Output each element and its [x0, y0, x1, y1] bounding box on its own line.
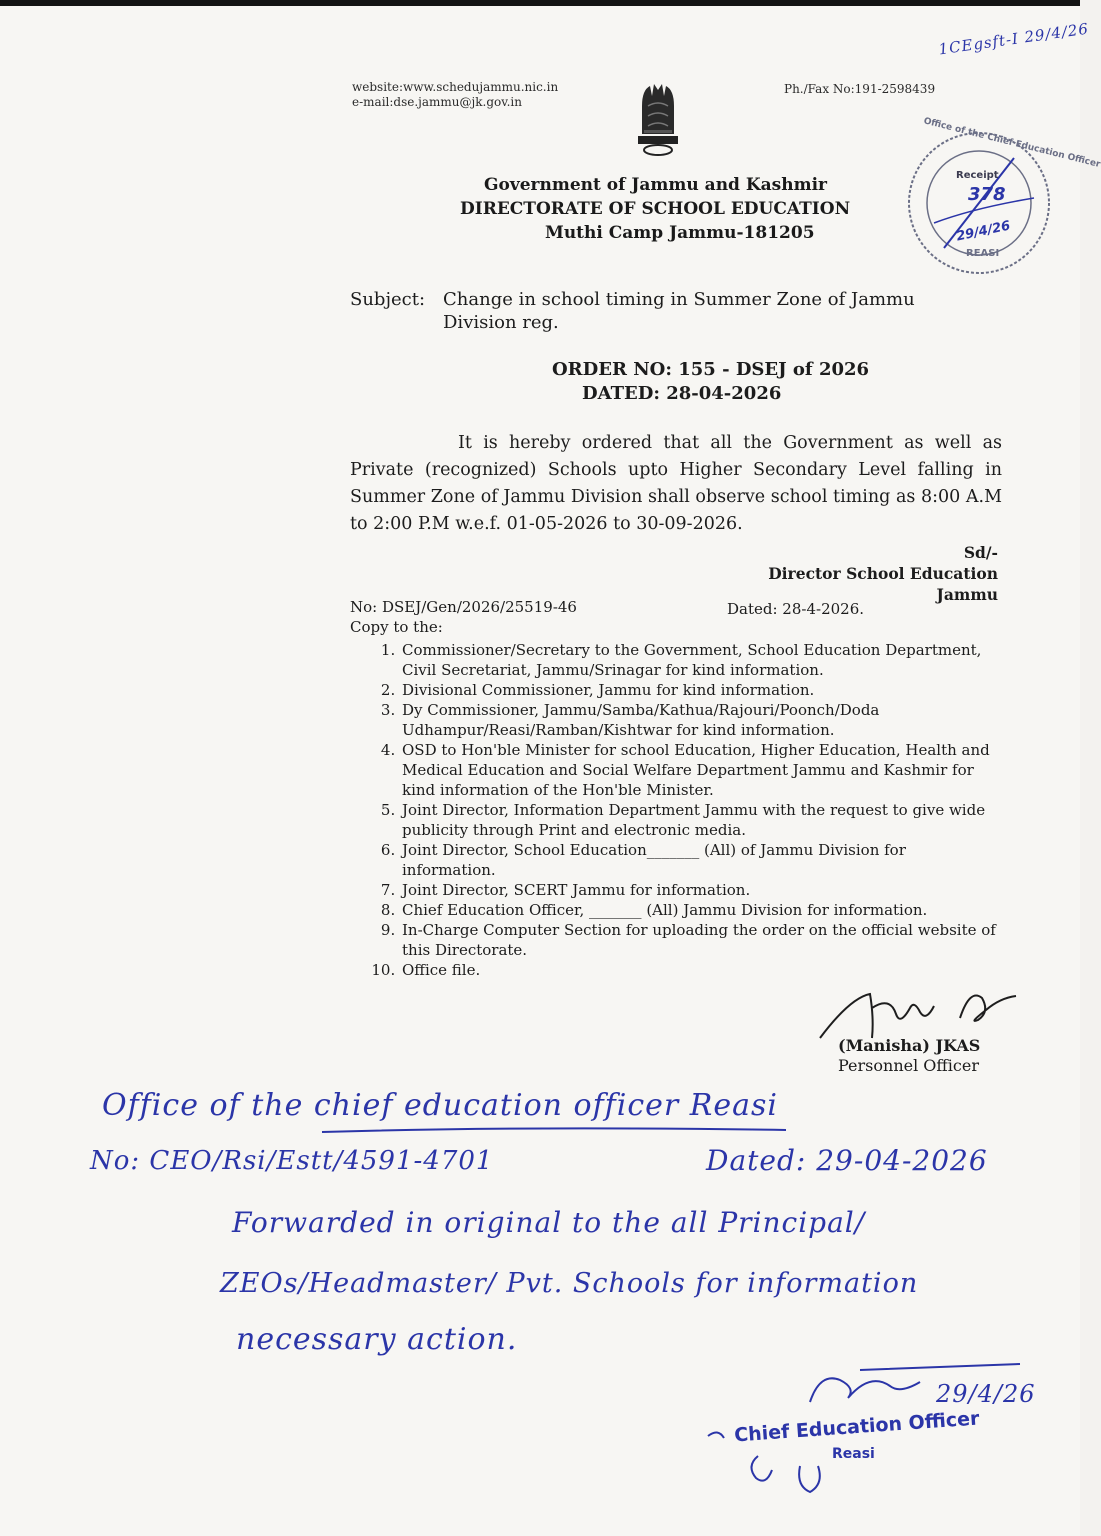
order-date: DATED: 28-04-2026: [582, 383, 782, 404]
personnel-officer-block: [838, 1036, 980, 1076]
list-item: 5. Joint Director, Information Department Jammu with the request to give wide publicity through Print and electronic media.: [400, 800, 1000, 840]
state-emblem-icon: [628, 76, 688, 160]
director-place: Jammu: [936, 585, 998, 604]
reference-number: No: DSEJ/Gen/2026/25519-46: [350, 598, 577, 616]
receipt-label: Receipt: [956, 170, 999, 181]
handwritten-forward-line: Forwarded in original to the all Principal/: [232, 1206, 866, 1239]
director-signature-block: [700, 542, 998, 605]
personnel-officer-title: Personnel Officer: [838, 1056, 979, 1075]
list-item: 8. Chief Education Officer, _______ (All) Jammu Division for information.: [400, 900, 1000, 920]
phone-fax-text: Ph./Fax No:191-2598439: [784, 82, 936, 96]
ceo-initials-icon: [700, 1426, 840, 1496]
list-item: 1. Commissioner/Secretary to the Government, School Education Department, Civil Secretariat, Jammu/Srinagar for kind information.: [400, 640, 1000, 680]
address-title: Muthi Camp Jammu-181205: [545, 223, 815, 243]
ceo-signature-date: 29/4/26: [936, 1380, 1036, 1408]
subject-label: Subject:: [350, 289, 426, 310]
list-item: 6. Joint Director, School Education_______ (All) of Jammu Division for information.: [400, 840, 1000, 880]
list-item: 2. Divisional Commissioner, Jammu for kind information.: [400, 680, 1000, 700]
ceo-stamp-place: Reasi: [832, 1446, 875, 1462]
handwritten-office-line: Office of the chief education officer Reasi: [102, 1088, 779, 1123]
personnel-officer-name: (Manisha) JKAS: [838, 1036, 981, 1055]
receipt-number: 378: [968, 184, 1006, 205]
copy-to-label: Copy to the:: [350, 618, 443, 636]
list-item: 9. In-Charge Computer Section for uploading the order on the official website of this Directorate.: [400, 920, 1000, 960]
email-text: e-mail:dse.jammu@jk.gov.in: [352, 95, 522, 109]
corner-handwritten-note: 1CEgsft-I 29/4/26: [937, 19, 1090, 59]
handwritten-date: Dated: 29-04-2026: [706, 1144, 988, 1177]
director-designation: Director School Education: [768, 564, 998, 583]
website-text: website:www.schedujammu.nic.in: [352, 80, 559, 94]
receipt-stamp-ring-text: Office of the Chief Education Officer: [922, 116, 1101, 171]
handwritten-underline-icon: [320, 1124, 790, 1138]
handwritten-ref-no: No: CEO/Rsi/Estt/4591-4701: [90, 1146, 494, 1176]
ceo-stamp-title: Chief Education Officer: [733, 1407, 981, 1447]
list-item: 10. Office file.: [400, 960, 1000, 980]
list-item: 3. Dy Commissioner, Jammu/Samba/Kathua/Rajouri/Poonch/Doda Udhampur/Reasi/Ramban/Kishtwar for kind information.: [400, 700, 1000, 740]
receipt-stamp: [904, 116, 1101, 278]
govt-title: Government of Jammu and Kashmir: [484, 175, 827, 195]
list-item: 4. OSD to Hon'ble Minister for school Education, Higher Education, Health and Medical Education and Social Welfare Department Jammu and Kashmir for kind information of the Hon'ble Minister.: [400, 740, 1000, 800]
reference-date: Dated: 28-4-2026.: [727, 600, 865, 618]
handwritten-action-line: necessary action.: [236, 1322, 518, 1357]
order-number: ORDER NO: 155 - DSEJ of 2026: [552, 359, 870, 380]
letterhead-contact: [352, 80, 558, 110]
receipt-date: 29/4/26: [955, 218, 1012, 245]
directorate-title: DIRECTORATE OF SCHOOL EDUCATION: [460, 199, 851, 219]
list-item: 7. Joint Director, SCERT Jammu for information.: [400, 880, 1000, 900]
sd-text: Sd/-: [963, 543, 998, 562]
document-page: [0, 6, 1101, 1536]
receipt-place: REASI: [966, 248, 1000, 259]
handwritten-recipients-line: ZEOs/Headmaster/ Pvt. Schools for information: [220, 1268, 919, 1299]
order-body: It is hereby ordered that all the Government as well as Private (recognized) Schools upto Higher Secondary Level falling in Summer Zone of Jammu Division shall observe school timing as 8:00 A.M to 2:00 P.M w.e.f. 01-05-2026 to 30-09-2026.: [350, 433, 1002, 534]
subject-text: Change in school timing in Summer Zone of Jammu Division reg.: [443, 289, 915, 333]
copy-list: [352, 640, 1000, 980]
